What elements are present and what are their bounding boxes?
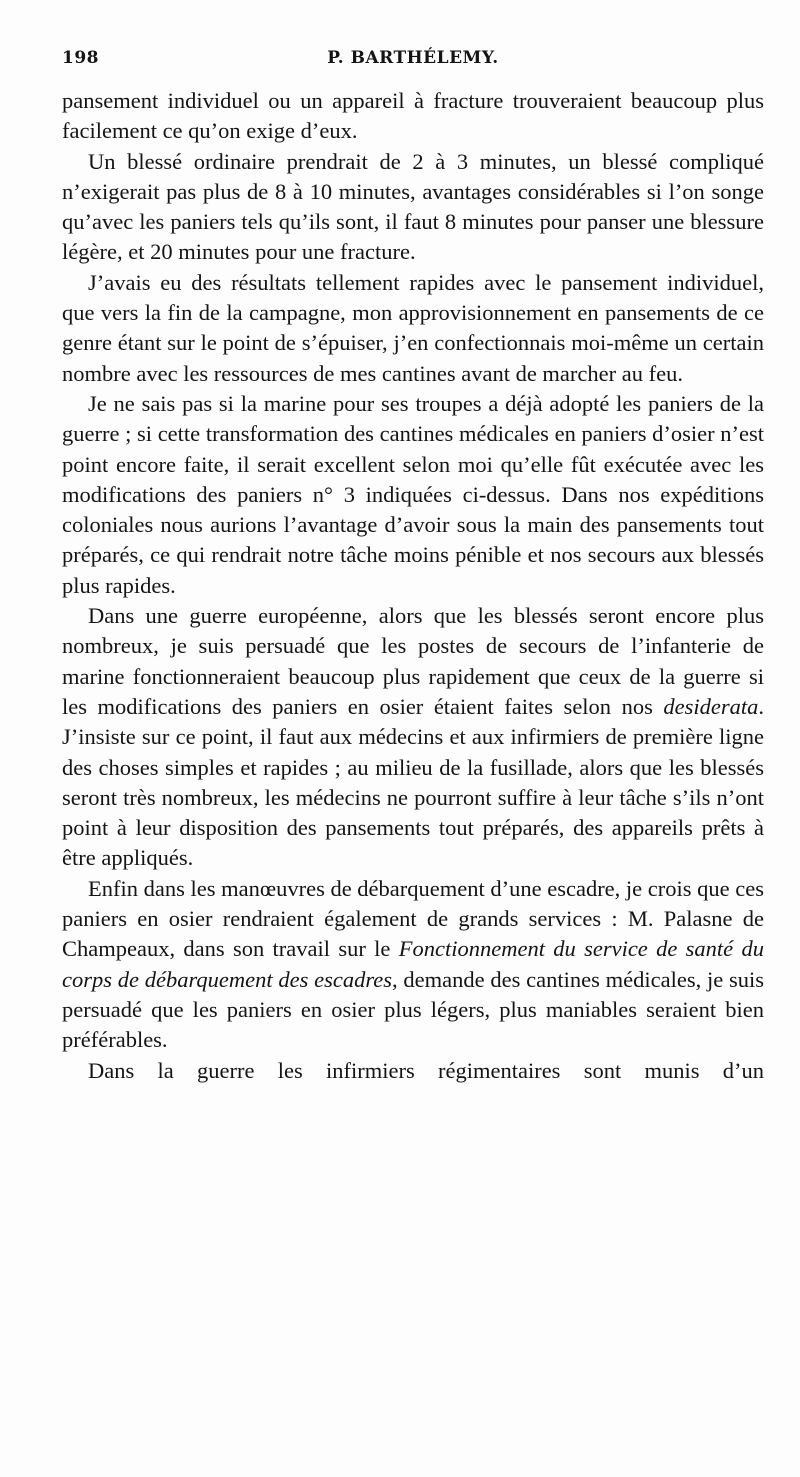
paragraph-text: pansement individuel ou un appareil à fracture trouveraient beaucoup plus facilement ce qu’on exige d’eux. [62,88,764,144]
paragraph [62,1056,764,1086]
paragraph [62,601,764,874]
paragraph-text: Un blessé ordinaire prendrait de 2 à 3 minutes, un blessé compliqué n’exigerait pas plus de 8 à 10 minutes, avantages considérables si l’on songe qu’avec les paniers tels qu’ils sont, il faut 8 minutes pour panser une blessure légère, et 20 minutes pour une fracture. [62,148,764,265]
running-head [62,48,764,72]
running-title: P. BARTHÉLEMY. [327,48,499,68]
body-text [62,86,764,1086]
page-number: 198 [62,48,99,68]
paragraph-text: Enfin dans les manœuvres de débarquement d’une escadre, je crois que ces paniers en osier rendraient également de grands services : M. Palasne de Champeaux, dans son travail sur le [62,875,764,962]
paragraph-text: Dans la guerre les infirmiers régimentaires sont munis d’un [88,1057,764,1083]
paragraph-text: . J’insiste sur ce point, il faut aux médecins et aux infirmiers de première ligne des choses simples et rapides ; au milieu de la fusillade, alors que les blessés seront très nombreux, les médecins ne pourront suffire à leur tâche s’ils n’ont point à leur disposition des pansements tout préparés, des appareils prêts à être appliqués. [62,693,764,871]
paragraph [62,389,764,601]
paragraph [62,147,764,268]
paragraph-text: Dans une guerre européenne, alors que les blessés seront encore plus nombreux, je suis persuadé que les postes de secours de l’infanterie de marine fonctionneraient beaucoup plus rapidement que ceux de la guerre si les modifications des paniers en osier étaient faites selon nos [62,603,764,719]
italic-title-text: Fonctionnement du service de santé du corps de débarquement des escadres [62,936,764,992]
paragraph-text: J’avais eu des résultats tellement rapides avec le pansement individuel, que vers la fin de la campagne, mon approvisionnement en pansements de ce genre étant sur le point de s’épuiser, j’en confectionnais moi-même un certain nombre avec les ressources de mes cantines avant de marcher au feu. [62,269,764,386]
paragraph-text: , demande des cantines médicales, je suis persuadé que les paniers en osier plus légers, plus maniables seraient bien préférables. [62,966,764,1053]
paragraph [62,874,764,1056]
paragraph-text: Je ne sais pas si la marine pour ses troupes a déjà adopté les paniers de la guerre ; si cette transformation des cantines médicales en paniers d’osier n’est point encore faite, il serait excellent selon moi qu’elle fût exécutée avec les modifications des paniers n° 3 indiquées ci-dessus. Dans nos expéditions coloniales nous aurions l’avantage d’avoir sous la main des pansements tout préparés, ce qui rendrait notre tâche moins pénible et nos secours aux blessés plus rapides. [62,390,764,598]
paragraph [62,86,764,147]
paragraph [62,268,764,389]
italic-title-text: desiderata [663,693,759,719]
